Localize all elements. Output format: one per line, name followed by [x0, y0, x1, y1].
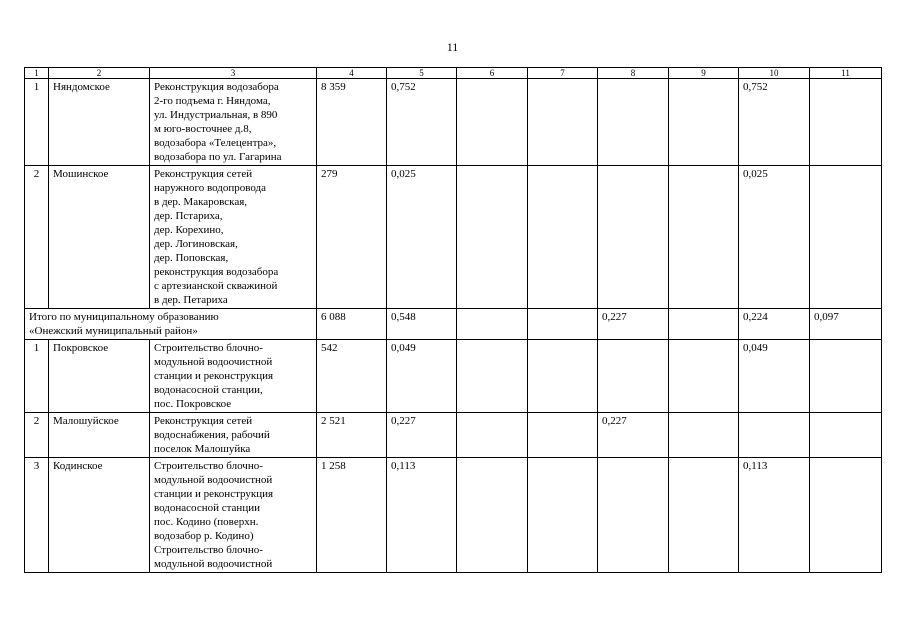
value-cell-c8 — [598, 340, 669, 413]
value-cell-c9 — [669, 413, 739, 458]
value-cell-c6 — [457, 340, 528, 413]
object-description-cell-line: Реконструкция сетей — [154, 415, 253, 427]
value-cell-c11 — [810, 458, 882, 573]
settlement-name-cell: Няндомское — [49, 79, 150, 166]
page-number: 11 — [446, 40, 459, 54]
value-cell-c8: 0,227 — [598, 413, 669, 458]
table-row — [25, 340, 882, 413]
value-cell-c9 — [669, 166, 739, 309]
object-description-cell — [150, 340, 317, 413]
object-description-cell-line: станции и реконструкция — [154, 370, 274, 382]
column-number-cell: 8 — [598, 68, 669, 79]
value-cell-c11 — [810, 166, 882, 309]
settlement-name-cell: Малошуйское — [49, 413, 150, 458]
value-cell-c10: 0,113 — [739, 458, 810, 573]
value-cell-c10: 0,025 — [739, 166, 810, 309]
object-description-cell-line: поселок Малошуйка — [154, 443, 251, 455]
object-description-cell-line: дер. Корехино, — [154, 224, 224, 236]
investment-table — [24, 67, 882, 573]
object-description-cell — [150, 458, 317, 573]
value-cell-c10 — [739, 413, 810, 458]
subtotal-value-c5: 0,548 — [387, 309, 457, 340]
value-cell-c11 — [810, 79, 882, 166]
column-number-cell: 9 — [669, 68, 739, 79]
object-description-cell-line: дер. Логиновская, — [154, 238, 238, 250]
column-number-cell: 3 — [150, 68, 317, 79]
value-cell-c6 — [457, 458, 528, 573]
object-description-cell-line: водоснабжения, рабочий — [154, 429, 270, 441]
value-cell-c5: 0,752 — [387, 79, 457, 166]
object-description-cell-line: в дер. Макаровская, — [154, 196, 248, 208]
value-cell-c10: 0,049 — [739, 340, 810, 413]
value-cell-c4: 279 — [317, 166, 387, 309]
column-number-cell: 4 — [317, 68, 387, 79]
value-cell-c9 — [669, 79, 739, 166]
value-cell-c8 — [598, 458, 669, 573]
object-description-cell-line: водонасосной станции — [154, 502, 260, 514]
value-cell-c5: 0,049 — [387, 340, 457, 413]
object-description-cell-line: водозабора «Телецентра», — [154, 137, 277, 149]
object-description-cell-line: с артезианской скважиной — [154, 280, 278, 292]
value-cell-c7 — [528, 458, 598, 573]
object-description-cell-line: станции и реконструкция — [154, 488, 274, 500]
value-cell-c10: 0,752 — [739, 79, 810, 166]
subtotal-value-c11: 0,097 — [810, 309, 882, 340]
subtotal-value-c9 — [669, 309, 739, 340]
table-row — [25, 413, 882, 458]
object-description-cell — [150, 166, 317, 309]
object-description-cell-line: пос. Покровское — [154, 398, 232, 410]
object-description-cell-line: наружного водопровода — [154, 182, 267, 194]
value-cell-c4: 8 359 — [317, 79, 387, 166]
column-number-cell: 7 — [528, 68, 598, 79]
value-cell-c4: 2 521 — [317, 413, 387, 458]
object-description-cell-line: дер. Пстариха, — [154, 210, 223, 222]
subtotal-value-c10: 0,224 — [739, 309, 810, 340]
object-description-cell-line: водонасосной станции, — [154, 384, 263, 396]
settlement-name-cell: Кодинское — [49, 458, 150, 573]
object-description-cell-line: модульной водоочистной — [154, 474, 273, 486]
object-description-cell-line: реконструкция водозабора — [154, 266, 279, 278]
row-number-cell: 1 — [25, 340, 49, 413]
value-cell-c6 — [457, 79, 528, 166]
object-description-cell — [150, 79, 317, 166]
object-description-cell-line: Строительство блочно- — [154, 460, 263, 472]
subtotal-value-c7 — [528, 309, 598, 340]
value-cell-c6 — [457, 166, 528, 309]
object-description-cell-line: 2-го подъема г. Няндома, — [154, 95, 271, 107]
value-cell-c6 — [457, 413, 528, 458]
subtotal-label-cell-line: «Онежский муниципальный район» — [29, 325, 198, 337]
row-number-cell: 2 — [25, 413, 49, 458]
value-cell-c8 — [598, 166, 669, 309]
column-number-cell: 10 — [739, 68, 810, 79]
object-description-cell-line: модульной водоочистной — [154, 558, 273, 570]
row-number-cell: 3 — [25, 458, 49, 573]
column-number-cell: 5 — [387, 68, 457, 79]
value-cell-c4: 542 — [317, 340, 387, 413]
subtotal-row — [25, 309, 882, 340]
table-row — [25, 79, 882, 166]
object-description-cell — [150, 413, 317, 458]
object-description-cell-line: пос. Кодино (поверхн. — [154, 516, 259, 528]
value-cell-c7 — [528, 340, 598, 413]
column-number-cell: 2 — [49, 68, 150, 79]
object-description-cell-line: водозабор р. Кодино) — [154, 530, 254, 542]
column-number-cell: 6 — [457, 68, 528, 79]
value-cell-c4: 1 258 — [317, 458, 387, 573]
value-cell-c7 — [528, 79, 598, 166]
value-cell-c7 — [528, 413, 598, 458]
object-description-cell-line: Реконструкция сетей — [154, 168, 253, 180]
object-description-cell-line: модульной водоочистной — [154, 356, 273, 368]
subtotal-value-c6 — [457, 309, 528, 340]
table-row — [25, 166, 882, 309]
object-description-cell-line: водозабора по ул. Гагарина — [154, 151, 282, 163]
table-row — [25, 458, 882, 573]
value-cell-c7 — [528, 166, 598, 309]
value-cell-c8 — [598, 79, 669, 166]
subtotal-label-cell — [25, 309, 317, 340]
object-description-cell-line: ул. Индустриальная, в 890 — [154, 109, 278, 121]
value-cell-c11 — [810, 340, 882, 413]
value-cell-c9 — [669, 340, 739, 413]
subtotal-label-cell-line: Итого по муниципальному образованию — [29, 311, 219, 323]
settlement-name-cell: Мошинское — [49, 166, 150, 309]
row-number-cell: 2 — [25, 166, 49, 309]
object-description-cell-line: Строительство блочно- — [154, 342, 263, 354]
object-description-cell-line: дер. Поповская, — [154, 252, 229, 264]
value-cell-c5: 0,113 — [387, 458, 457, 573]
settlement-name-cell: Покровское — [49, 340, 150, 413]
subtotal-value-c4: 6 088 — [317, 309, 387, 340]
row-number-cell: 1 — [25, 79, 49, 166]
object-description-cell-line: Реконструкция водозабора — [154, 81, 279, 93]
value-cell-c5: 0,227 — [387, 413, 457, 458]
object-description-cell-line: в дер. Петариха — [154, 294, 228, 306]
value-cell-c5: 0,025 — [387, 166, 457, 309]
subtotal-value-c8: 0,227 — [598, 309, 669, 340]
column-number-cell: 11 — [810, 68, 882, 79]
object-description-cell-line: м юго-восточнее д.8, — [154, 123, 252, 135]
value-cell-c9 — [669, 458, 739, 573]
column-number-cell: 1 — [25, 68, 49, 79]
value-cell-c11 — [810, 413, 882, 458]
object-description-cell-line: Строительство блочно- — [154, 544, 263, 556]
column-number-row — [25, 68, 882, 79]
